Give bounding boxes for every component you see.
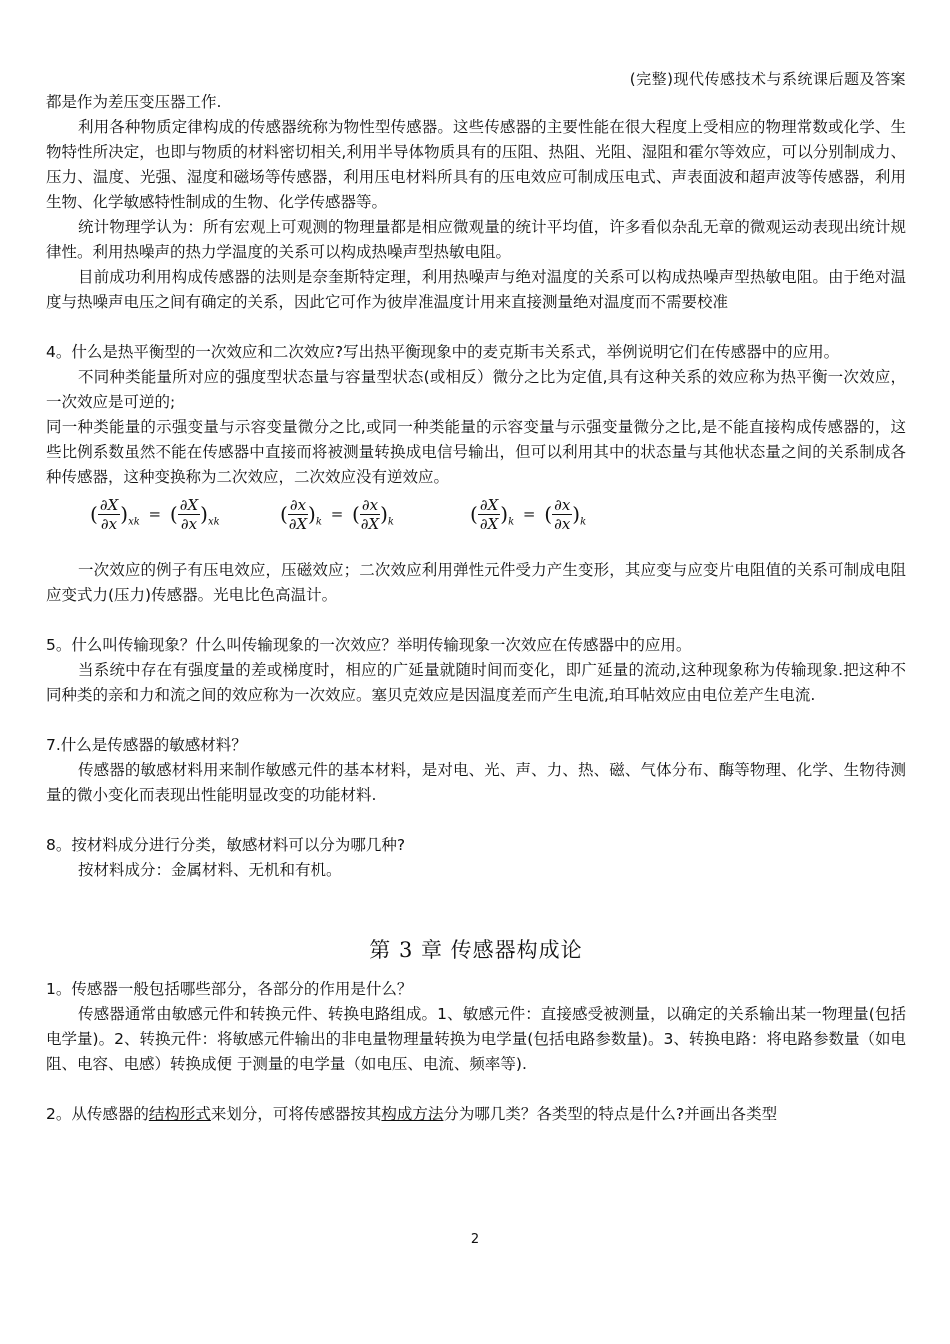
question-8: 8。按材料成分进行分类，敏感材料可以分为哪几种? — [46, 836, 406, 854]
question-5: 5。什么叫传输现象？什么叫传输现象的一次效应？举明传输现象一次效应在传感器中的应用。 — [46, 636, 692, 654]
answer-paragraph: 当系统中存在有强度量的差或梯度时，相应的广延量就随时间而变化，即广延量的流动,这种现象称为传输现象.把这种不同种类的亲和力和流之间的效应称为一次效应。塞贝克效应是因温度差而产生电流,珀耳帖效应由电位差产生电流. — [46, 661, 906, 704]
paragraph: 统计物理学认为：所有宏观上可观测的物理量都是相应微观量的统计平均值，许多看似杂乱无章的微观运动表现出统计规律性。利用热噪声的热力学温度的关系可以构成热噪声型热敏电阻。 — [46, 218, 906, 261]
answer-paragraph: 传感器的敏感材料用来制作敏感元件的基本材料，是对电、光、声、力、热、磁、气体分布、酶等物理、化学、生物待测量的微小变化而表现出性能明显改变的功能材料. — [46, 761, 906, 804]
answer-paragraph: 按材料成分：金属材料、无机和有机。 — [78, 861, 342, 879]
question-4: 4。什么是热平衡型的一次效应和二次效应?写出热平衡现象中的麦克斯韦关系式，举例说明它们在传感器中的应用。 — [46, 343, 840, 361]
chapter-question-2: 2。从传感器的结构形式来划分，可将传感器按其构成方法分为哪几类？各类型的特点是什么?并画出各类型 — [46, 1105, 778, 1123]
maxwell-relations — [46, 496, 906, 558]
page-content — [46, 90, 906, 1127]
page-header: (完整)现代传感技术与系统课后题及答案 — [629, 70, 906, 88]
paragraph: 目前成功利用构成传感器的法则是奈奎斯特定理，利用热噪声与绝对温度的关系可以构成热噪声型热敏电阻。由于绝对温度与热噪声电压之间有确定的关系，因此它可作为彼岸准温度计用来直接测量绝对温度而不需要校准 — [46, 268, 906, 311]
formula-1: ( $\frac{\partial X}{\partial x}$ )$_{xk}$ = ( $\frac{\partial X}{\partial x}$ )$_{xk}$ — [90, 496, 220, 533]
formula-2: ( $\frac{\partial x}{\partial X}$ )$_k$ = ( $\frac{\partial x}{\partial X}$ )$_k$ — [280, 496, 394, 533]
paragraph: 都是作为差压变压器工作. — [46, 93, 222, 111]
question-7: 7.什么是传感器的敏感材料？ — [46, 736, 247, 754]
chapter-title: 第 3 章 传感器构成论 — [369, 938, 583, 962]
underlined-term: 结构形式 — [148, 1105, 211, 1123]
answer-paragraph: 传感器通常由敏感元件和转换元件、转换电路组成。1、敏感元件：直接感受被测量，以确定的关系输出某一物理量(包括电学量)。2、转换元件：将敏感元件输出的非电量物理量转换为电学量(包括电路参数量)。3、转换电路：将电路参数量（如电阻、电容、电感）转换成便 于测量的电学量（如电压、电流、频率等). — [46, 1005, 906, 1073]
answer-paragraph: 不同种类能量所对应的强度型状态量与容量型状态(或相反）微分之比为定值,具有这种关系的效应称为热平衡一次效应，一次效应是可逆的; — [46, 368, 906, 411]
answer-paragraph: 一次效应的例子有压电效应，压磁效应；二次效应利用弹性元件受力产生变形，其应变与应变片电阻值的关系可制成电阻应变式力(压力)传感器。光电比色高温计。 — [46, 561, 906, 604]
paragraph: 利用各种物质定律构成的传感器统称为物性型传感器。这些传感器的主要性能在很大程度上受相应的物理常数或化学、生物特性所决定，也即与物质的材料密切相关,利用半导体物质具有的压阻、热阻、光阻、湿阻和霍尔等效应，可以分别制成力、压力、温度、光强、湿度和磁场等传感器，利用压电材料所具有的压电效应可制成压电式、声表面波和超声波等传感器，利用生物、化学敏感特性制成的生物、化学传感器等。 — [46, 118, 906, 211]
formula-3: ( $\frac{\partial X}{\partial X}$ )$_k$ = ( $\frac{\partial x}{\partial x}$ )$_k$ — [470, 496, 587, 533]
answer-paragraph: 同一种类能量的示强变量与示容变量微分之比,或同一种类能量的示容变量与示强变量微分之比,是不能直接构成传感器的，这些比例系数虽然不能在传感器中直接而将被测量转换成电信号输出，但可以利用其中的状态量与其他状态量之间的关系制成各种传感器，这种变换称为二次效应，二次效应没有逆效应。 — [46, 418, 906, 486]
underlined-term: 构成方法 — [381, 1105, 444, 1123]
page-number: 2 — [470, 1232, 480, 1247]
chapter-question-1: 1。传感器一般包括哪些部分，各部分的作用是什么？ — [46, 980, 413, 998]
